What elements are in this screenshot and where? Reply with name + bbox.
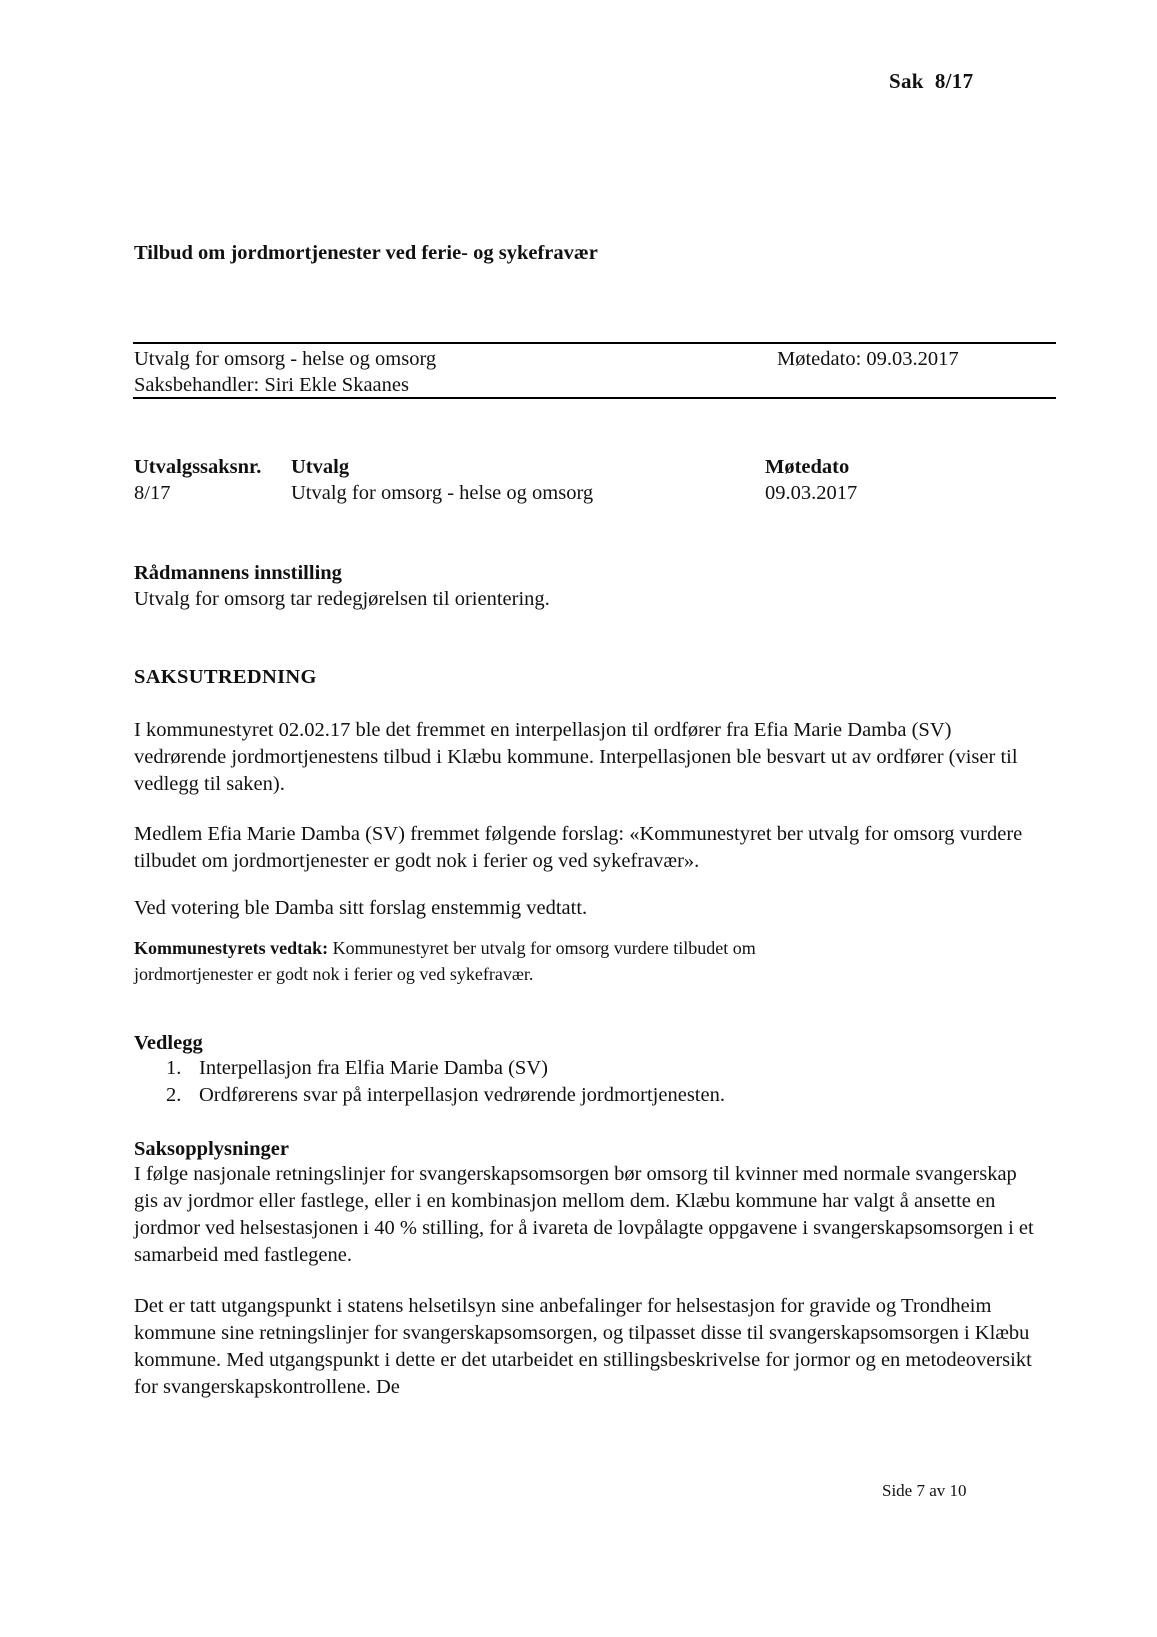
council-decision-label: Kommunestyrets vedtak: bbox=[134, 938, 329, 958]
bottom-rule bbox=[133, 397, 1056, 399]
table-header-case-no: Utvalgssaksnr. bbox=[134, 456, 262, 478]
council-decision bbox=[134, 935, 874, 987]
table-header-committee: Utvalg bbox=[291, 456, 350, 478]
attachment-number: 1. bbox=[166, 1057, 182, 1079]
case-facts-heading: Saksopplysninger bbox=[134, 1138, 289, 1160]
table-cell-case-no: 8/17 bbox=[134, 482, 171, 504]
recommendation-heading: Rådmannens innstilling bbox=[134, 562, 342, 584]
case-number bbox=[889, 68, 973, 94]
case-facts-paragraph-2: Det er tatt utgangspunkt i statens helsetilsyn sine anbefalinger for helsestasjon for gravide og Trondheim kommune sine retningslinjer for svangerskapsomsorgen, og tilpasset disse til svangerskapsomsorgen i Klæbu kommune. Med utgangspunkt i dette er det utarbeidet en stillingsbeskrivelse for jormor og en metodeoversikt for svangerskapskontrollene. De bbox=[134, 1295, 1032, 1398]
case-report-paragraph-2: Medlem Efia Marie Damba (SV) fremmet følgende forslag: «Kommunestyret ber utvalg for omsorg vurdere tilbudet om jordmortjenester er godt nok i ferier og ved sykefravær». bbox=[134, 823, 1023, 872]
recommendation-text: Utvalg for omsorg tar redegjørelsen til orientering. bbox=[134, 588, 550, 610]
page-number: Side 7 av 10 bbox=[882, 1481, 967, 1500]
committee-name: Utvalg for omsorg - helse og omsorg bbox=[134, 348, 437, 370]
attachments-heading: Vedlegg bbox=[134, 1032, 203, 1054]
meeting-date bbox=[777, 346, 959, 373]
attachment-title: Ordførerens svar på interpellasjon vedrørende jordmortjenesten. bbox=[199, 1084, 725, 1106]
attachment-item bbox=[166, 1082, 725, 1109]
case-report-paragraph-1: I kommunestyret 02.02.17 ble det fremmet en interpellasjon til ordfører fra Efia Marie Damba (SV) vedrørende jordmortjenestens tilbud i Klæbu kommune. Interpellasjonen ble besvart ut av ordfører (viser til vedlegg til saken). bbox=[134, 719, 1018, 795]
attachment-title: Interpellasjon fra Elfia Marie Damba (SV) bbox=[199, 1057, 548, 1079]
attachment-item bbox=[166, 1055, 725, 1082]
meeting-date-label: Møtedato: bbox=[777, 348, 862, 370]
case-officer: Saksbehandler: Siri Ekle Skaanes bbox=[134, 374, 409, 396]
case-number-value: 8/17 bbox=[934, 69, 974, 93]
table-cell-date: 09.03.2017 bbox=[765, 482, 858, 504]
meeting-date-value: 09.03.2017 bbox=[866, 348, 959, 370]
council-decision-text: Kommunestyret ber utvalg for omsorg vurdere tilbudet om jordmortjenester er godt nok i ferier og ved sykefravær. bbox=[134, 938, 756, 984]
table-cell-committee: Utvalg for omsorg - helse og omsorg bbox=[291, 482, 594, 504]
case-report-heading: SAKSUTREDNING bbox=[134, 666, 317, 688]
case-label: Sak bbox=[889, 69, 924, 93]
attachment-number: 2. bbox=[166, 1084, 182, 1106]
table-header-date: Møtedato bbox=[765, 456, 850, 478]
document-title: Tilbud om jordmortjenester ved ferie- og sykefravær bbox=[134, 242, 598, 264]
attachments-list bbox=[166, 1055, 725, 1109]
top-rule bbox=[133, 342, 1056, 344]
case-facts-paragraph-1: I følge nasjonale retningslinjer for svangerskapsomsorgen bør omsorg til kvinner med normale svangerskap gis av jordmor eller fastlege, eller i en kombinasjon mellom dem. Klæbu kommune har valgt å ansette en jordmor ved helsestasjonen i 40 % stilling, for å ivareta de lovpålagte oppgavene i svangerskapsomsorgen i et samarbeid med fastlegene. bbox=[134, 1163, 1034, 1266]
case-report-paragraph-3: Ved votering ble Damba sitt forslag enstemmig vedtatt. bbox=[134, 897, 588, 919]
